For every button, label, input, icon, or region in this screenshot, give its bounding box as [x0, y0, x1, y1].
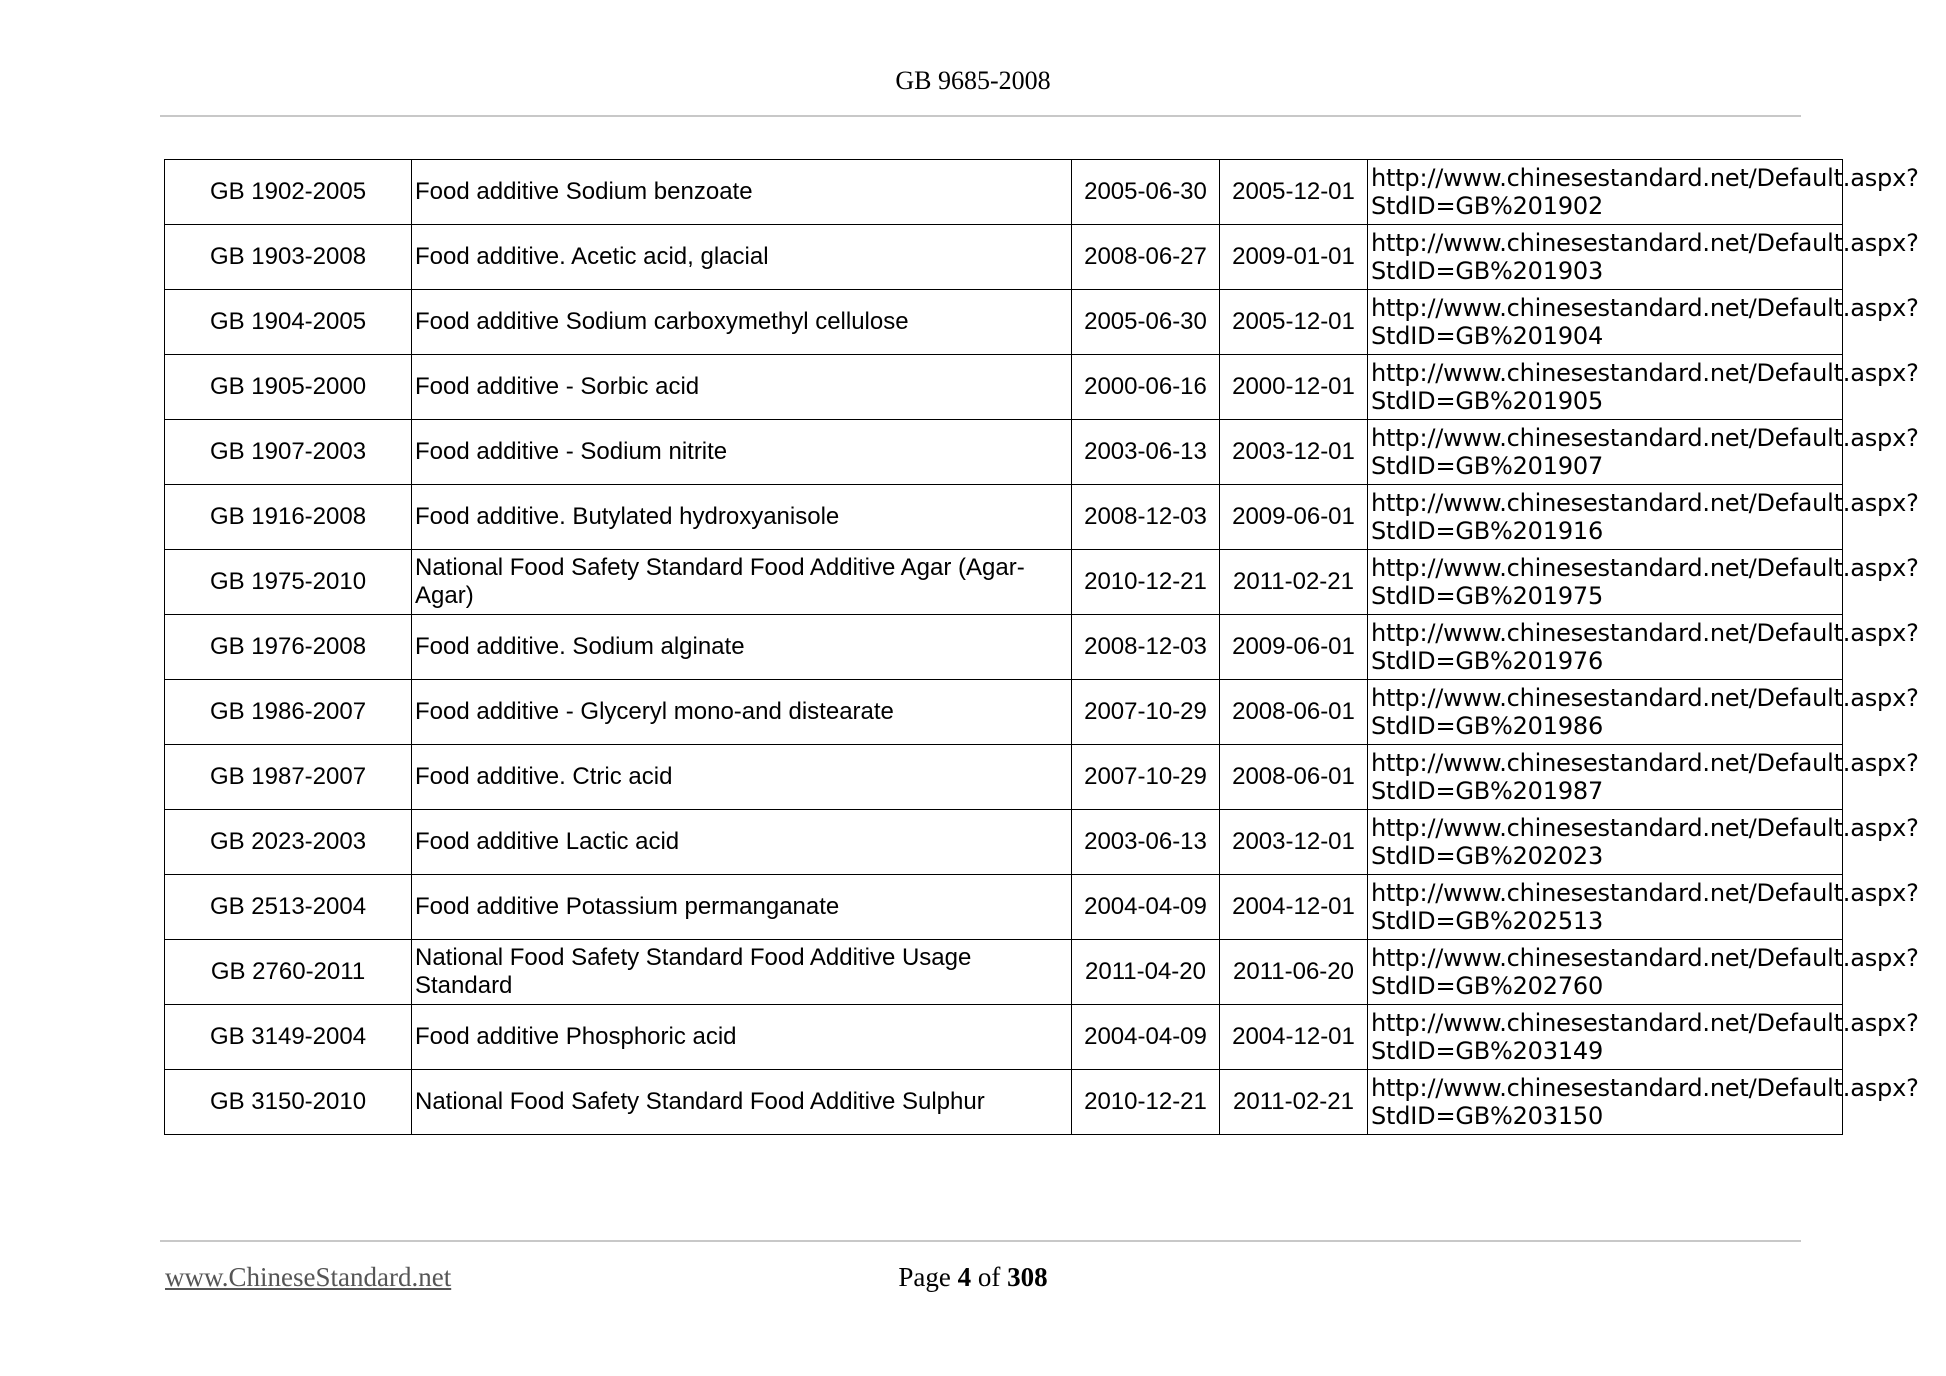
implementation-date: 2009-01-01 — [1220, 225, 1368, 290]
standard-code: GB 1986-2007 — [165, 680, 412, 745]
implementation-date: 2004-12-01 — [1220, 875, 1368, 940]
implementation-date: 2008-06-01 — [1220, 680, 1368, 745]
standard-code: GB 1907-2003 — [165, 420, 412, 485]
implementation-date: 2005-12-01 — [1220, 160, 1368, 225]
standard-code: GB 1902-2005 — [165, 160, 412, 225]
standard-title: Food additive - Glyceryl mono-and distearate — [412, 680, 1072, 745]
issue-date: 2004-04-09 — [1072, 875, 1220, 940]
issue-date: 2003-06-13 — [1072, 810, 1220, 875]
table-row — [165, 810, 1843, 875]
implementation-date: 2005-12-01 — [1220, 290, 1368, 355]
footer-site-link[interactable]: www.ChineseStandard.net — [165, 1262, 452, 1292]
issue-date: 2000-06-16 — [1072, 355, 1220, 420]
page-of: of — [977, 1262, 1001, 1292]
table-row — [165, 1070, 1843, 1135]
table-row — [165, 290, 1843, 355]
standard-title: National Food Safety Standard Food Additive Usage Standard — [412, 940, 1072, 1005]
page-current: 4 — [957, 1262, 972, 1292]
standard-link[interactable]: http://www.chinesestandard.net/Default.aspx?StdID=GB%202760 — [1368, 940, 1843, 1005]
issue-date: 2003-06-13 — [1072, 420, 1220, 485]
page-prefix: Page — [898, 1262, 951, 1292]
standard-code: GB 1976-2008 — [165, 615, 412, 680]
standard-title: Food additive. Acetic acid, glacial — [412, 225, 1072, 290]
standard-code: GB 2513-2004 — [165, 875, 412, 940]
standard-title: Food additive Sodium benzoate — [412, 160, 1072, 225]
standard-code: GB 1905-2000 — [165, 355, 412, 420]
issue-date: 2004-04-09 — [1072, 1005, 1220, 1070]
standard-link[interactable]: http://www.chinesestandard.net/Default.aspx?StdID=GB%201902 — [1368, 160, 1843, 225]
standard-code: GB 1975-2010 — [165, 550, 412, 615]
standard-link[interactable]: http://www.chinesestandard.net/Default.aspx?StdID=GB%203150 — [1368, 1070, 1843, 1135]
table-row — [165, 745, 1843, 810]
footer-divider — [160, 1240, 1801, 1242]
issue-date: 2005-06-30 — [1072, 290, 1220, 355]
standard-code: GB 2023-2003 — [165, 810, 412, 875]
issue-date: 2011-04-20 — [1072, 940, 1220, 1005]
standard-link[interactable]: http://www.chinesestandard.net/Default.aspx?StdID=GB%201916 — [1368, 485, 1843, 550]
standard-code: GB 2760-2011 — [165, 940, 412, 1005]
implementation-date: 2011-02-21 — [1220, 550, 1368, 615]
issue-date: 2007-10-29 — [1072, 745, 1220, 810]
standard-link[interactable]: http://www.chinesestandard.net/Default.aspx?StdID=GB%201976 — [1368, 615, 1843, 680]
standard-code: GB 1903-2008 — [165, 225, 412, 290]
standard-link[interactable]: http://www.chinesestandard.net/Default.aspx?StdID=GB%201975 — [1368, 550, 1843, 615]
implementation-date: 2009-06-01 — [1220, 615, 1368, 680]
issue-date: 2010-12-21 — [1072, 1070, 1220, 1135]
standard-title: Food additive Lactic acid — [412, 810, 1072, 875]
table-row — [165, 940, 1843, 1005]
standard-link[interactable]: http://www.chinesestandard.net/Default.aspx?StdID=GB%202513 — [1368, 875, 1843, 940]
standard-link[interactable]: http://www.chinesestandard.net/Default.aspx?StdID=GB%201905 — [1368, 355, 1843, 420]
table-row — [165, 615, 1843, 680]
standard-title: Food additive Potassium permanganate — [412, 875, 1072, 940]
standard-title: National Food Safety Standard Food Additive Sulphur — [412, 1070, 1072, 1135]
standard-link[interactable]: http://www.chinesestandard.net/Default.aspx?StdID=GB%201903 — [1368, 225, 1843, 290]
standard-code: GB 3149-2004 — [165, 1005, 412, 1070]
standard-link[interactable]: http://www.chinesestandard.net/Default.aspx?StdID=GB%203149 — [1368, 1005, 1843, 1070]
issue-date: 2010-12-21 — [1072, 550, 1220, 615]
implementation-date: 2000-12-01 — [1220, 355, 1368, 420]
standard-link[interactable]: http://www.chinesestandard.net/Default.aspx?StdID=GB%202023 — [1368, 810, 1843, 875]
table-row — [165, 550, 1843, 615]
issue-date: 2008-12-03 — [1072, 615, 1220, 680]
standard-title: Food additive. Sodium alginate — [412, 615, 1072, 680]
standard-code: GB 3150-2010 — [165, 1070, 412, 1135]
standard-title: Food additive. Ctric acid — [412, 745, 1072, 810]
standard-title: Food additive - Sodium nitrite — [412, 420, 1072, 485]
standard-code: GB 1904-2005 — [165, 290, 412, 355]
table-row — [165, 1005, 1843, 1070]
implementation-date: 2009-06-01 — [1220, 485, 1368, 550]
issue-date: 2008-06-27 — [1072, 225, 1220, 290]
issue-date: 2007-10-29 — [1072, 680, 1220, 745]
table-row — [165, 355, 1843, 420]
table-row — [165, 160, 1843, 225]
header-divider — [160, 115, 1801, 117]
standard-link[interactable]: http://www.chinesestandard.net/Default.aspx?StdID=GB%201904 — [1368, 290, 1843, 355]
standard-code: GB 1916-2008 — [165, 485, 412, 550]
implementation-date: 2008-06-01 — [1220, 745, 1368, 810]
table-row — [165, 225, 1843, 290]
implementation-date: 2003-12-01 — [1220, 420, 1368, 485]
implementation-date: 2003-12-01 — [1220, 810, 1368, 875]
standard-title: Food additive Phosphoric acid — [412, 1005, 1072, 1070]
standard-title: Food additive. Butylated hydroxyanisole — [412, 485, 1072, 550]
table-row — [165, 680, 1843, 745]
standard-link[interactable]: http://www.chinesestandard.net/Default.aspx?StdID=GB%201907 — [1368, 420, 1843, 485]
standard-link[interactable]: http://www.chinesestandard.net/Default.aspx?StdID=GB%201987 — [1368, 745, 1843, 810]
implementation-date: 2011-06-20 — [1220, 940, 1368, 1005]
standard-title: Food additive - Sorbic acid — [412, 355, 1072, 420]
issue-date: 2005-06-30 — [1072, 160, 1220, 225]
table-row — [165, 485, 1843, 550]
table-row — [165, 875, 1843, 940]
issue-date: 2008-12-03 — [1072, 485, 1220, 550]
standard-title: Food additive Sodium carboxymethyl cellulose — [412, 290, 1072, 355]
table-row — [165, 420, 1843, 485]
implementation-date: 2004-12-01 — [1220, 1005, 1368, 1070]
page-header: GB 9685-2008 — [895, 66, 1051, 95]
standards-table — [164, 159, 1919, 1135]
page-total: 308 — [1007, 1262, 1048, 1292]
implementation-date: 2011-02-21 — [1220, 1070, 1368, 1135]
standard-title: National Food Safety Standard Food Additive Agar (Agar-Agar) — [412, 550, 1072, 615]
standard-link[interactable]: http://www.chinesestandard.net/Default.aspx?StdID=GB%201986 — [1368, 680, 1843, 745]
standard-code: GB 1987-2007 — [165, 745, 412, 810]
